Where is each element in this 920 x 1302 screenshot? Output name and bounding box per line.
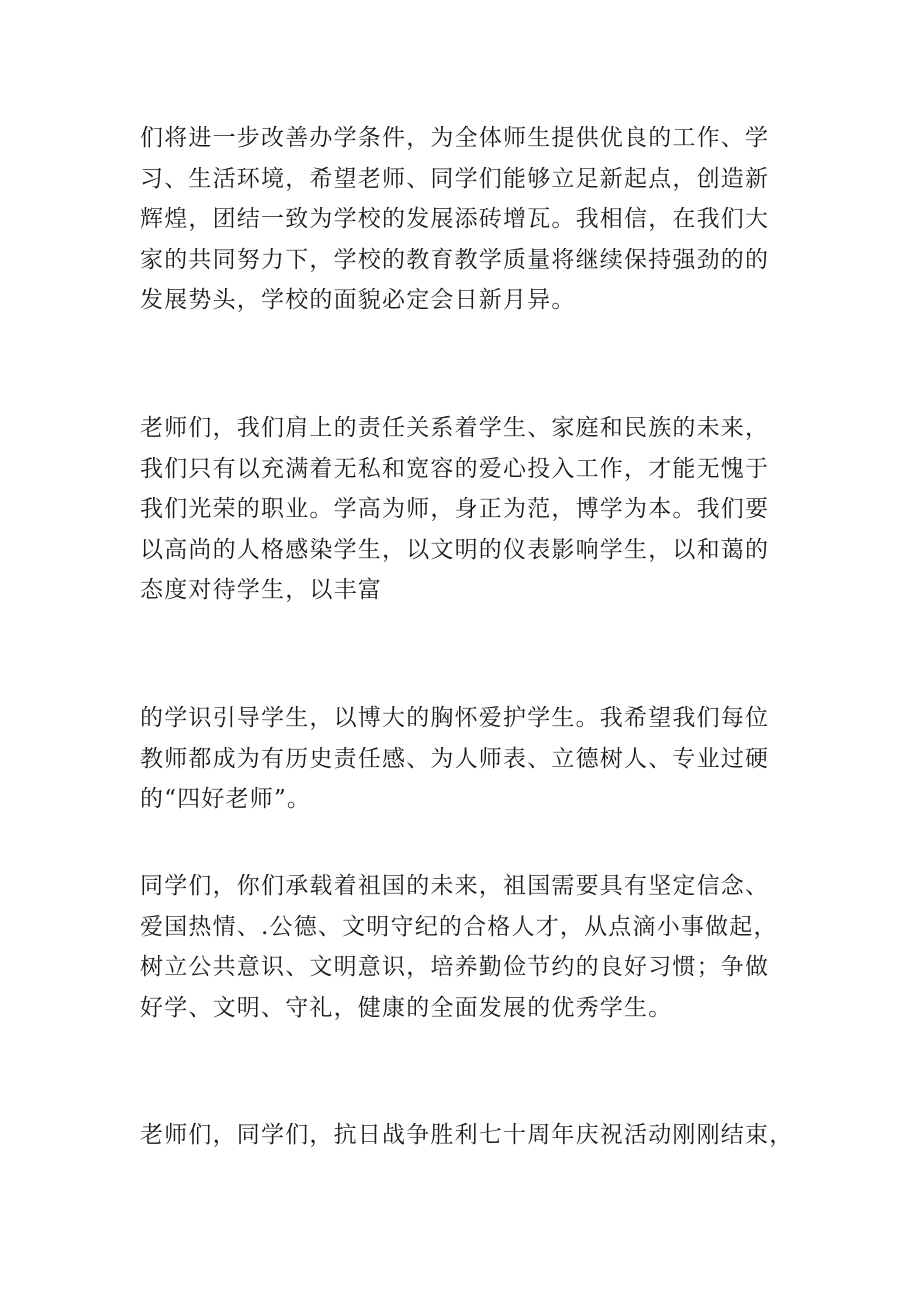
paragraph-line: 爱国热情、.公德、文明守纪的合格人才，从点滴小事做起， — [140, 913, 778, 940]
paragraph-line: 发展势头，学校的面貌必定会日新月异。 — [140, 287, 576, 313]
paragraph-line: 以高尚的人格感染学生，以文明的仪表影响学生，以和蔼的 — [140, 536, 770, 563]
paragraph-line: 我们光荣的职业。学高为师，身正为范，博学为本。我们要 — [140, 496, 770, 522]
paragraph-line: 们将进一步改善办学条件，为全体师生提供优良的工作、学 — [140, 125, 770, 151]
paragraph-line: 同学们，你们承载着祖国的未来，祖国需要具有坚定信念、 — [140, 873, 770, 899]
paragraph-line: 习、生活环境，希望老师、同学们能够立足新起点，创造新 — [140, 165, 770, 192]
paragraph-line: 好学、文明、守礼，健康的全面发展的优秀学生。 — [140, 994, 673, 1021]
paragraph-line: 的“四好老师”。 — [140, 786, 312, 812]
paragraph-1 — [140, 118, 800, 321]
paragraph-line: 树立公共意识、文明意识，培养勤俭节约的良好习惯；争做 — [140, 954, 770, 980]
paragraph-line: 教师都成为有历史责任感、为人师表、立德树人、专业过硬 — [140, 745, 770, 772]
paragraph-3 — [140, 698, 800, 820]
paragraph-5 — [140, 1115, 800, 1156]
paragraph-line: 我们只有以充满着无私和宽容的爱心投入工作，才能无愧于 — [140, 455, 770, 482]
paragraph-line: 老师们，我们肩上的责任关系着学生、家庭和民族的未来， — [140, 415, 770, 441]
paragraph-line: 态度对待学生，以丰富 — [140, 577, 382, 603]
paragraph-line: 家的共同努力下，学校的教育教学质量将继续保持强劲的的 — [140, 246, 770, 273]
paragraph-2 — [140, 408, 800, 611]
paragraph-line: 辉煌，团结一致为学校的发展添砖增瓦。我相信，在我们大 — [140, 206, 770, 232]
paragraph-4 — [140, 866, 800, 1028]
paragraph-line: 的学识引导学生，以博大的胸怀爱护学生。我希望我们每位 — [140, 705, 770, 731]
paragraph-line: 老师们，同学们，抗日战争胜利七十周年庆祝活动刚刚结束， — [140, 1122, 794, 1148]
